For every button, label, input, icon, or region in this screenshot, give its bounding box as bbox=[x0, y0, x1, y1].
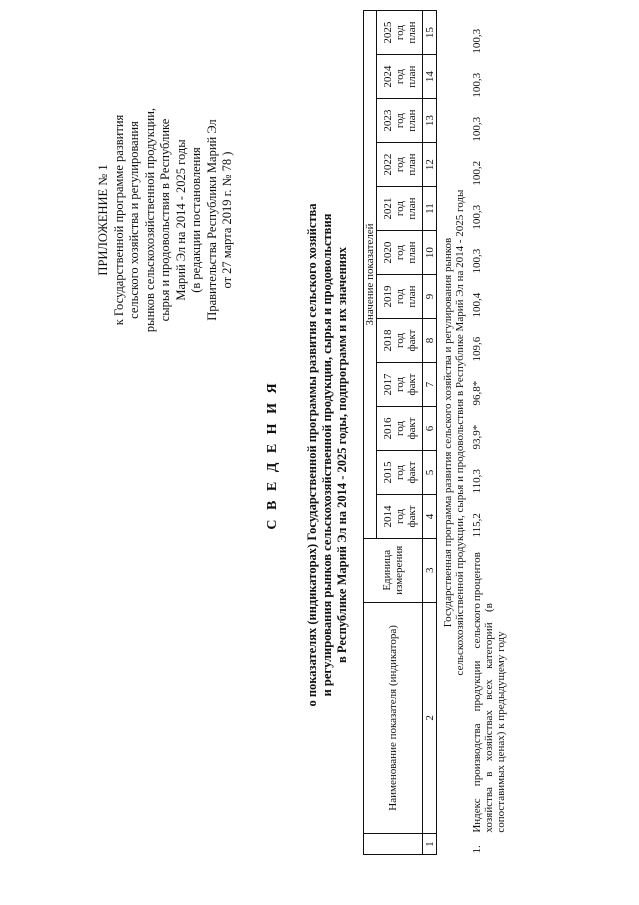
year-header-cell: 2024 год план bbox=[377, 55, 423, 99]
column-number-cell: 15 bbox=[423, 11, 437, 55]
section-heading-line: Государственная программа развития сельского хозяйства и регулирования рынков bbox=[441, 237, 454, 628]
column-number-cell: 8 bbox=[423, 319, 437, 363]
year-header-cell: 2017 год факт bbox=[377, 363, 423, 407]
column-number-cell: 12 bbox=[423, 143, 437, 187]
section-heading-line: сельскохозяйственной продукции, сырья и продовольствия в Республике Марий Эл на 2014 - 2025 годы bbox=[453, 189, 466, 676]
appendix-line: к Государственной программе развития bbox=[111, 114, 126, 326]
year-header-cell: 2022 год план bbox=[377, 143, 423, 187]
column-number-cell: 7 bbox=[423, 363, 437, 407]
table-header-row bbox=[364, 11, 377, 855]
appendix-line: от 27 марта 2019 г. № 78 ) bbox=[220, 151, 234, 289]
section-heading-row bbox=[437, 11, 471, 855]
year-header-cell: 2021 год план bbox=[377, 187, 423, 231]
year-header-cell: 2018 год факт bbox=[377, 319, 423, 363]
row-name-cell: Индекс производства продукции сельского хозяйства в хозяйствах всех категорий (в сопоставимых ценах) к предыдущему году bbox=[470, 603, 507, 833]
column-number-cell: 9 bbox=[423, 275, 437, 319]
row-value-cell: 100,3 bbox=[470, 72, 483, 98]
appendix-line: Марий Эл на 2014 - 2025 годы bbox=[173, 139, 188, 301]
document-heading bbox=[265, 65, 350, 845]
column-number-cell: 11 bbox=[423, 187, 437, 231]
year-header-cell: 2025 год план bbox=[377, 11, 423, 55]
column-number-cell: 14 bbox=[423, 55, 437, 99]
appendix-line: Правительства Республики Марий Эл bbox=[204, 119, 219, 321]
row-value-cell: 100,4 bbox=[470, 292, 483, 318]
row-value-cell: 100,2 bbox=[470, 160, 483, 186]
document-subtitle-line: и регулирования рынков сельскохозяйственной продукции, сырья и продовольствия bbox=[320, 213, 334, 697]
year-header-cell: 2019 год план bbox=[377, 275, 423, 319]
year-header-cell: 2023 год план bbox=[377, 99, 423, 143]
header-values-cell: Значение показателей bbox=[364, 11, 377, 539]
document-title: С В Е Д Е Н И Я bbox=[265, 380, 280, 530]
section-heading-cell bbox=[437, 11, 471, 855]
appendix-line: сырья и продовольствия в Республике bbox=[158, 118, 172, 322]
column-number-cell: 2 bbox=[423, 602, 437, 834]
column-number-cell: 5 bbox=[423, 450, 437, 494]
year-header-cell: 2020 год план bbox=[377, 231, 423, 275]
column-number-cell: 3 bbox=[423, 538, 437, 602]
appendix-line: (в редакции постановления bbox=[189, 147, 203, 293]
document-subtitle-line: о показателях (индикаторах) Государственной программы развития сельского хозяйства bbox=[305, 203, 319, 707]
column-number-cell: 6 bbox=[423, 407, 437, 451]
table-row bbox=[471, 11, 551, 855]
row-value-cell: 115,2 bbox=[470, 513, 483, 538]
row-value-cell: 100,3 bbox=[470, 204, 483, 230]
year-header-cell: 2014 год факт bbox=[377, 494, 423, 538]
row-value-cell: 93,9* bbox=[470, 424, 483, 450]
row-value-cell: 109,6 bbox=[470, 336, 483, 362]
row-value-cell: 100,3 bbox=[470, 116, 483, 142]
column-number-cell: 13 bbox=[423, 99, 437, 143]
appendix-line: ПРИЛОЖЕНИЕ № 1 bbox=[96, 164, 110, 276]
year-header-cell: 2015 год факт bbox=[377, 450, 423, 494]
row-unit-cell: процентов bbox=[470, 552, 483, 602]
header-name-cell: Наименование показателя (индикатора) bbox=[364, 602, 423, 834]
appendix-line: сельского хозяйства и регулирования bbox=[127, 121, 141, 319]
document-subtitle-line: в Республике Марий Эл на 2014 - 2025 годы, подпрограмм и их значениях bbox=[335, 246, 349, 664]
header-unit-cell: Единица измерения bbox=[364, 538, 423, 602]
indicators-table bbox=[363, 10, 551, 855]
row-value-cell: 100,3 bbox=[470, 28, 483, 54]
column-number-cell: 1 bbox=[423, 834, 437, 855]
column-number-row bbox=[423, 11, 437, 855]
appendix-line: рынков сельскохозяйственной продукции, bbox=[142, 107, 157, 333]
row-number-cell: 1. bbox=[470, 845, 483, 854]
row-value-cell: 100,3 bbox=[470, 248, 483, 274]
row-value-cell: 110,3 bbox=[470, 469, 483, 494]
column-number-cell: 10 bbox=[423, 231, 437, 275]
year-header-cell: 2016 год факт bbox=[377, 407, 423, 451]
row-value-cell: 96,8* bbox=[470, 380, 483, 406]
header-number-cell bbox=[364, 834, 423, 855]
appendix-block bbox=[96, 5, 236, 435]
column-number-cell: 4 bbox=[423, 494, 437, 538]
